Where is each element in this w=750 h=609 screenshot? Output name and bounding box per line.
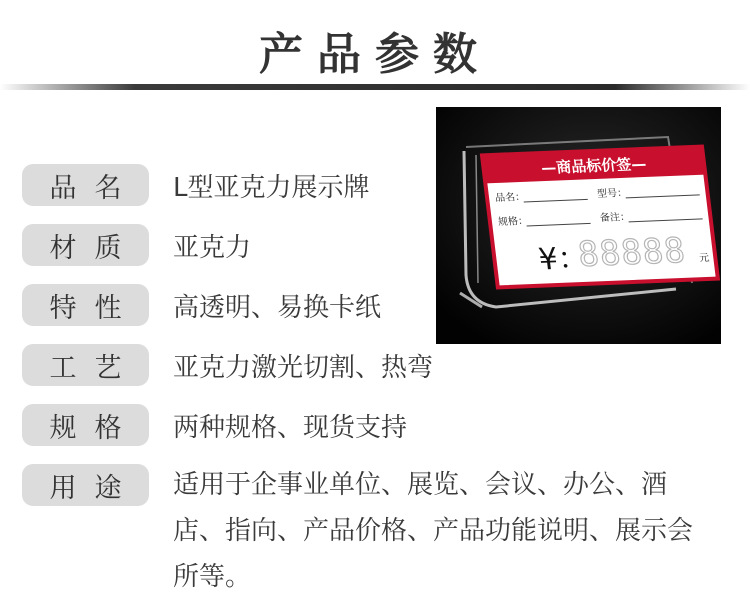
param-label: 品名: [22, 164, 149, 206]
card-field-name: 品名：: [494, 191, 526, 205]
param-value: 高透明、易换卡纸: [173, 293, 382, 323]
title-divider: [0, 84, 750, 90]
card-unit: 元: [698, 252, 711, 265]
param-label: 用途: [22, 464, 149, 506]
card-field-spec: 规格：: [497, 215, 529, 229]
card-field-model: 型号：: [596, 187, 628, 200]
param-label: 材质: [22, 224, 149, 266]
param-value: 亚克力激光切割、热弯: [173, 353, 434, 383]
card-currency: ¥：: [536, 240, 590, 278]
param-value: L型亚克力展示牌: [173, 173, 370, 203]
page-title: 产品参数: [259, 29, 491, 80]
card-price-digits: 88888: [575, 230, 689, 276]
param-value: 两种规格、现货支持: [173, 413, 408, 443]
param-label: 工艺: [22, 344, 149, 386]
product-photo: [436, 107, 721, 344]
param-value: 适用于企事业单位、展览、会议、办公、酒店、指向、产品价格、产品功能说明、展示会所等。: [173, 470, 694, 592]
card-field-note: 备注：: [599, 211, 631, 224]
card-title: —商品标价签—: [540, 154, 648, 178]
param-label: 规格: [22, 404, 149, 446]
param-value: 亚克力: [173, 233, 252, 263]
param-label: 特性: [22, 284, 149, 326]
